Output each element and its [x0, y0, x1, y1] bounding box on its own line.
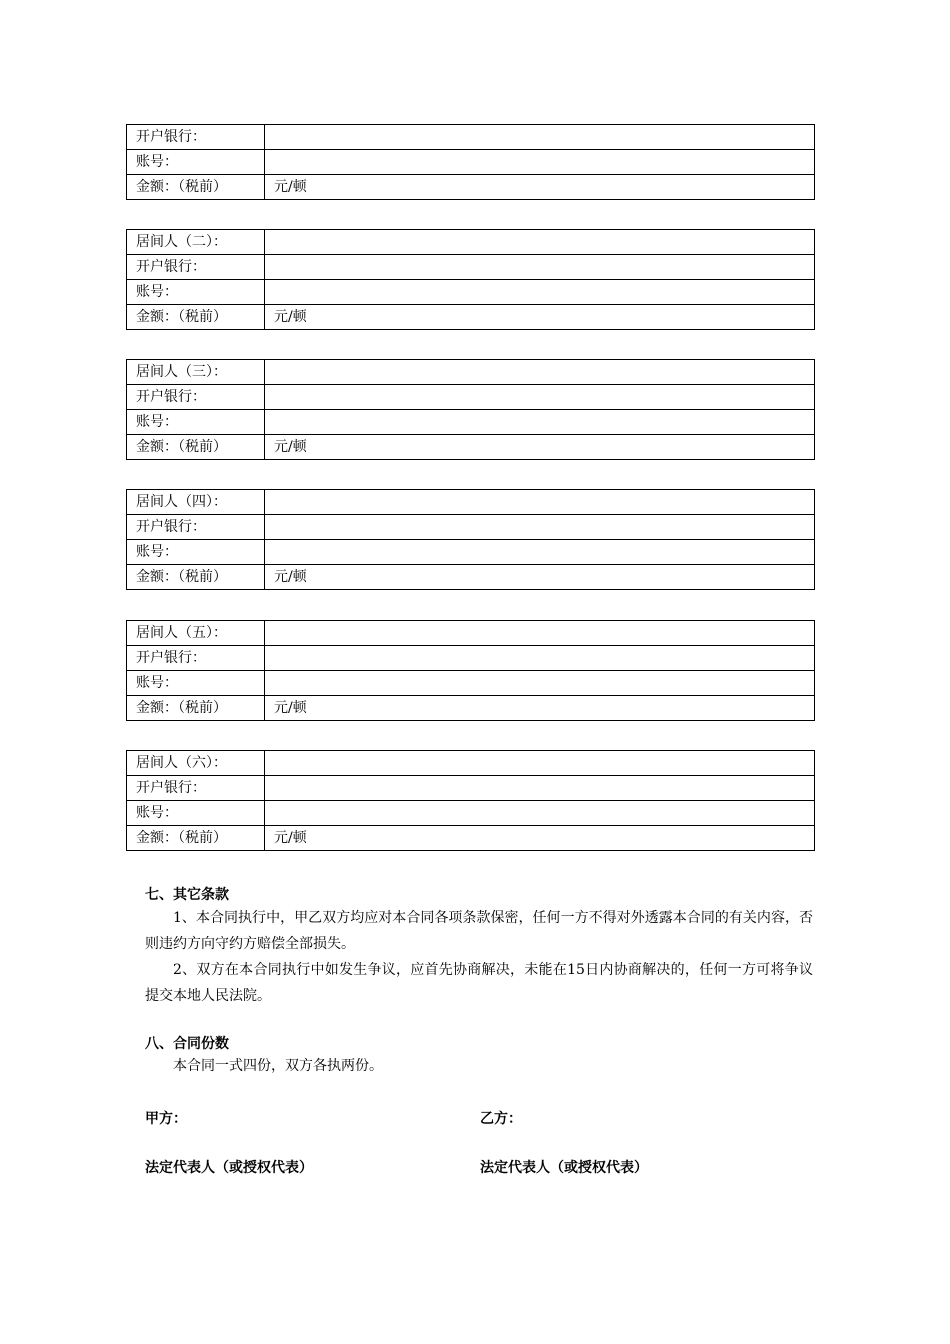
- account-label: 账号：: [127, 801, 265, 826]
- bank-value-cell[interactable]: [265, 255, 815, 280]
- section-8-clause: 本合同一式四份，双方各执两份。: [173, 1058, 383, 1074]
- table-row: [127, 801, 815, 826]
- intermediary-table-4: [126, 489, 815, 590]
- intermediary-label: 居间人（二）：: [127, 230, 265, 255]
- party-a-representative-label: 法定代表人（或授权代表）: [145, 1160, 313, 1176]
- table-row: [127, 565, 815, 590]
- table-row: [127, 125, 815, 150]
- account-value-cell[interactable]: [265, 801, 815, 826]
- intermediary-value-cell[interactable]: [265, 230, 815, 255]
- intermediary-label: 居间人（六）：: [127, 751, 265, 776]
- table-row: [127, 671, 815, 696]
- amount-label: 金额：（税前）: [127, 175, 265, 200]
- table-row: [127, 360, 815, 385]
- bank-value-cell[interactable]: [265, 385, 815, 410]
- table-row: [127, 150, 815, 175]
- bank-value-cell[interactable]: [265, 515, 815, 540]
- account-label: 账号：: [127, 540, 265, 565]
- table-row: [127, 255, 815, 280]
- table-row: [127, 385, 815, 410]
- table-row: [127, 540, 815, 565]
- account-value-cell[interactable]: [265, 540, 815, 565]
- intermediary-value-cell[interactable]: [265, 360, 815, 385]
- intermediary-value-cell[interactable]: [265, 621, 815, 646]
- bank-label: 开户银行：: [127, 646, 265, 671]
- table-row: [127, 490, 815, 515]
- party-a-label: 甲方：: [145, 1111, 187, 1127]
- table-row: [127, 435, 815, 460]
- amount-label: 金额：（税前）: [127, 826, 265, 851]
- bank-label: 开户银行：: [127, 515, 265, 540]
- intermediary-table-3: [126, 359, 815, 460]
- intermediary-value-cell[interactable]: [265, 490, 815, 515]
- amount-unit-cell[interactable]: 元/顿: [265, 826, 815, 851]
- account-value-cell[interactable]: [265, 280, 815, 305]
- section-7-heading: 七、其它条款: [145, 887, 229, 903]
- table-row: [127, 696, 815, 721]
- account-label: 账号：: [127, 671, 265, 696]
- party-b-representative-label: 法定代表人（或授权代表）: [480, 1160, 648, 1176]
- payment-table-1: [126, 124, 815, 200]
- account-label: 账号：: [127, 280, 265, 305]
- intermediary-table-6: [126, 750, 815, 851]
- account-value-cell[interactable]: [265, 671, 815, 696]
- bank-value-cell[interactable]: [265, 646, 815, 671]
- party-b-label: 乙方：: [480, 1111, 522, 1127]
- amount-unit-cell[interactable]: 元/顿: [265, 696, 815, 721]
- table-row: [127, 776, 815, 801]
- intermediary-value-cell[interactable]: [265, 751, 815, 776]
- table-row: [127, 410, 815, 435]
- table-row: [127, 646, 815, 671]
- intermediary-table-5: [126, 620, 815, 721]
- table-row: [127, 751, 815, 776]
- account-label: 账号：: [127, 150, 265, 175]
- table-row: [127, 621, 815, 646]
- amount-unit-cell[interactable]: 元/顿: [265, 175, 815, 200]
- bank-label: 开户银行：: [127, 385, 265, 410]
- intermediary-label: 居间人（四）：: [127, 490, 265, 515]
- amount-label: 金额：（税前）: [127, 696, 265, 721]
- bank-label: 开户银行：: [127, 125, 265, 150]
- intermediary-label: 居间人（五）：: [127, 621, 265, 646]
- account-value-cell[interactable]: [265, 150, 815, 175]
- table-row: [127, 826, 815, 851]
- table-row: [127, 305, 815, 330]
- amount-label: 金额：（税前）: [127, 305, 265, 330]
- section-7-clause-2: 2、双方在本合同执行中如发生争议，应首先协商解决，未能在15日内协商解决的，任何一方可将争议提交本地人民法院。: [145, 962, 813, 1004]
- amount-unit-cell[interactable]: 元/顿: [265, 435, 815, 460]
- section-7-clause-1: 1、本合同执行中，甲乙双方均应对本合同各项条款保密，任何一方不得对外透露本合同的有关内容，否则违约方向守约方赔偿全部损失。: [145, 910, 813, 952]
- intermediary-label: 居间人（三）：: [127, 360, 265, 385]
- account-label: 账号：: [127, 410, 265, 435]
- table-row: [127, 280, 815, 305]
- amount-label: 金额：（税前）: [127, 435, 265, 460]
- table-row: [127, 175, 815, 200]
- bank-label: 开户银行：: [127, 255, 265, 280]
- table-row: [127, 515, 815, 540]
- amount-unit-cell[interactable]: 元/顿: [265, 565, 815, 590]
- table-row: [127, 230, 815, 255]
- section-8-heading: 八、合同份数: [145, 1036, 229, 1052]
- intermediary-table-2: [126, 229, 815, 330]
- bank-value-cell[interactable]: [265, 125, 815, 150]
- bank-value-cell[interactable]: [265, 776, 815, 801]
- account-value-cell[interactable]: [265, 410, 815, 435]
- amount-label: 金额：（税前）: [127, 565, 265, 590]
- amount-unit-cell[interactable]: 元/顿: [265, 305, 815, 330]
- bank-label: 开户银行：: [127, 776, 265, 801]
